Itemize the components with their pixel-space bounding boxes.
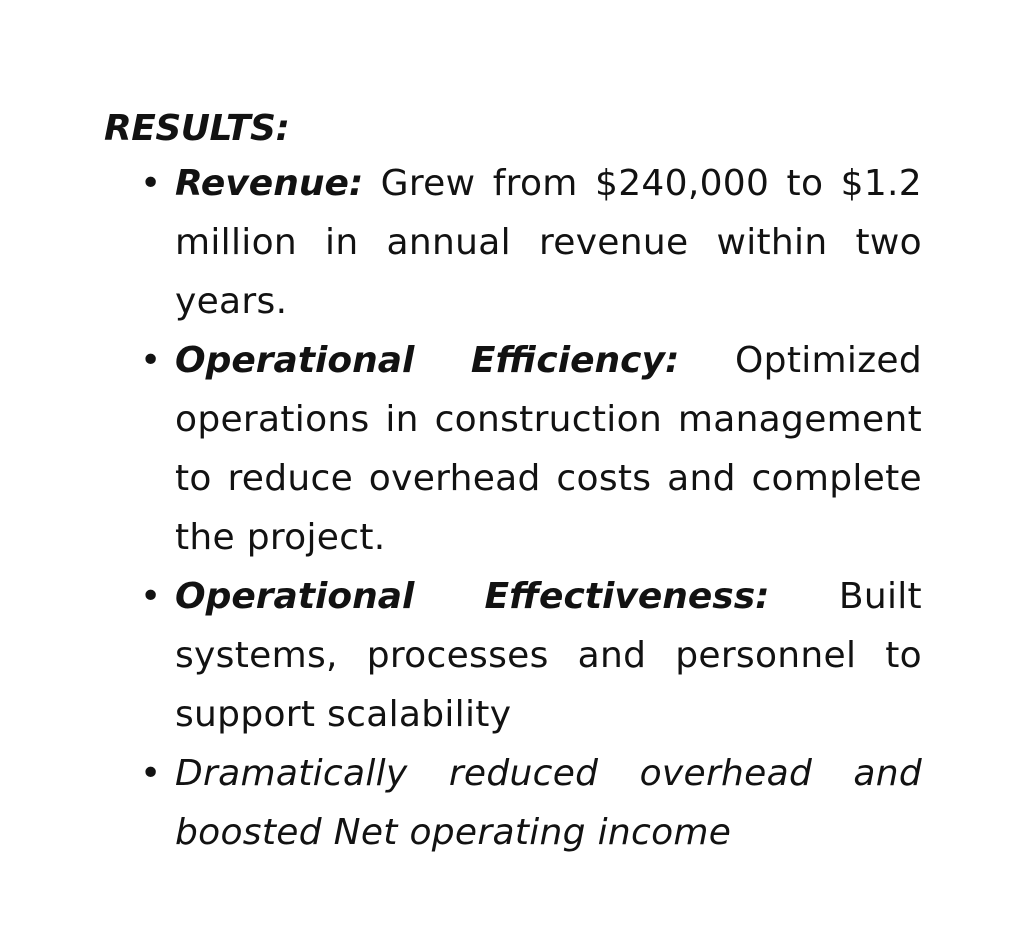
item-text: Optimized operations in construction management to reduce overhead costs and complete the project. bbox=[175, 340, 923, 558]
list-item-revenue bbox=[104, 154, 922, 331]
bullet-icon: • bbox=[140, 163, 162, 204]
item-text: Grew from $240,000 to $1.2 million in annual revenue within two years. bbox=[175, 163, 922, 322]
item-text: Dramatically reduced overhead and boosted Net operating income bbox=[175, 753, 922, 853]
bullet-icon: • bbox=[140, 576, 162, 617]
item-term: Revenue: bbox=[175, 163, 364, 204]
list-item-operational-efficiency bbox=[104, 331, 922, 567]
item-term: Operational Efficiency: bbox=[175, 340, 680, 381]
bullet-icon: • bbox=[140, 340, 162, 381]
bullet-icon: • bbox=[140, 753, 162, 794]
results-section bbox=[104, 104, 922, 862]
results-list bbox=[104, 154, 922, 862]
list-item-operational-effectiveness bbox=[104, 567, 922, 744]
list-item-overhead-noi bbox=[104, 744, 922, 862]
item-text: Built systems, processes and personnel to support scalability bbox=[175, 576, 922, 735]
results-heading: RESULTS: bbox=[104, 108, 290, 149]
item-term: Operational Effectiveness: bbox=[175, 576, 770, 617]
